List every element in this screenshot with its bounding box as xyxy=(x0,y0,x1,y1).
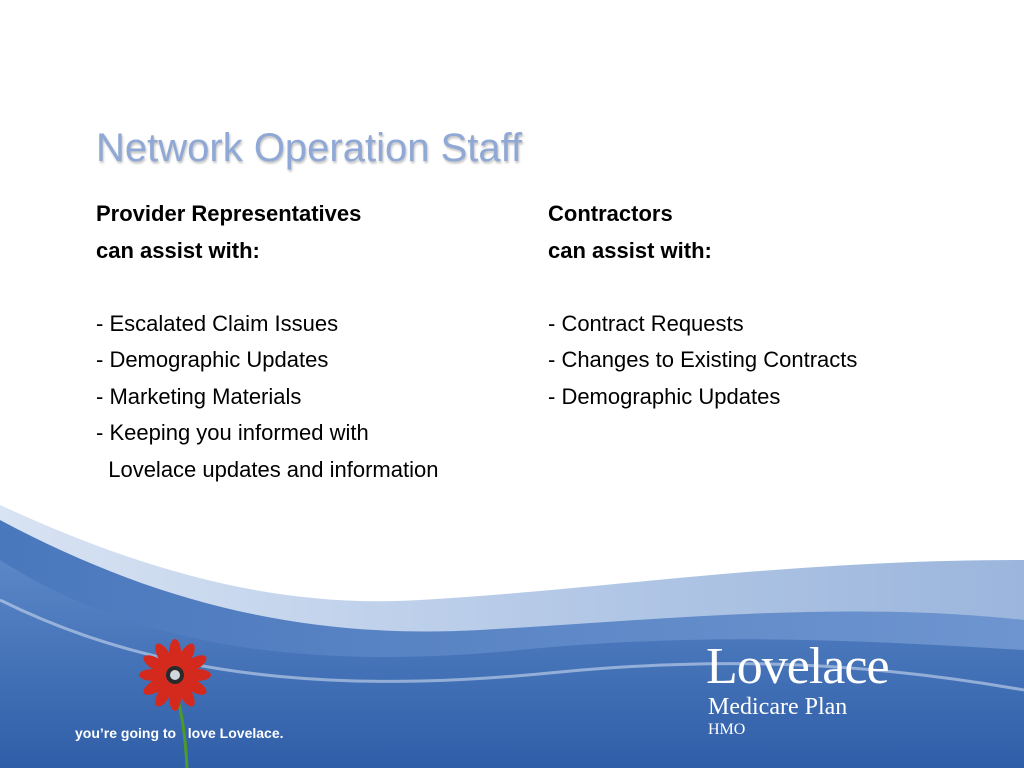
spacer xyxy=(96,269,438,306)
list-item: Lovelace updates and information xyxy=(96,456,439,482)
list-item: - Demographic Updates xyxy=(96,347,329,372)
list-item: - Marketing Materials xyxy=(96,383,302,409)
left-heading-line1: Provider Representatives xyxy=(96,201,362,226)
list-item: - Escalated Claim Issues xyxy=(96,310,339,336)
provider-representatives-column xyxy=(96,196,438,488)
lovelace-logo xyxy=(706,640,889,740)
logo-brand: Lovelace xyxy=(706,638,889,695)
left-heading-line2: can assist with: xyxy=(96,237,260,263)
list-item: - Keeping you informed with xyxy=(96,420,369,445)
list-item: - Contract Requests xyxy=(548,310,744,336)
list-item: - Changes to Existing Contracts xyxy=(548,347,858,372)
list-item: - Demographic Updates xyxy=(548,383,781,409)
red-daisy-icon xyxy=(135,635,215,768)
tagline-part1: you’re going to xyxy=(75,725,177,741)
contractors-column xyxy=(548,196,857,415)
slide-title: Network Operation Staff xyxy=(96,126,523,170)
logo-plan-type: HMO xyxy=(708,721,746,738)
right-heading-line1: Contractors xyxy=(548,201,673,226)
tagline xyxy=(75,725,284,741)
spacer xyxy=(548,269,857,306)
tagline-part2: love Lovelace. xyxy=(187,725,284,741)
right-heading-line2: can assist with: xyxy=(548,237,712,263)
logo-subtitle: Medicare Plan xyxy=(708,694,848,720)
